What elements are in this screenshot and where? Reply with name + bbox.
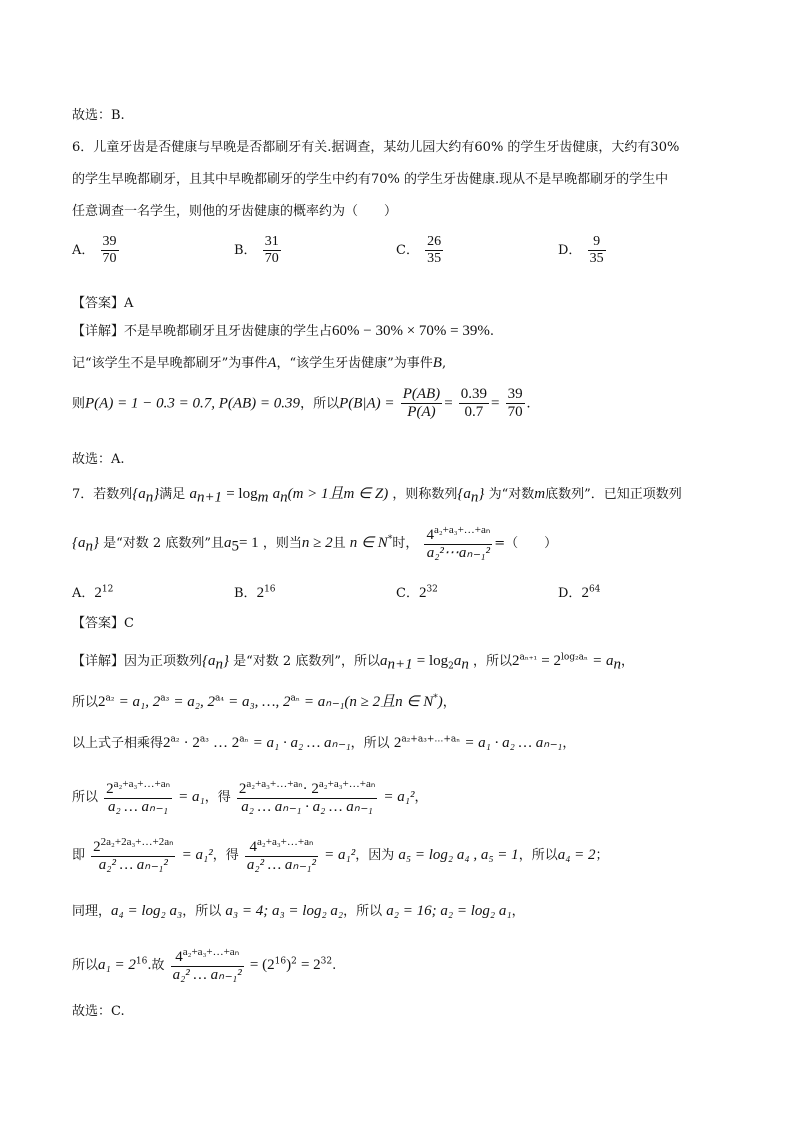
fraction: $\frac{31}{70}$ bbox=[264, 234, 279, 267]
q6-answer: 【答案】A bbox=[72, 296, 134, 311]
q7-stem-line2: $\{a_n\}$ 是“对数 2 底数列”且$a_5= 1$ ，则当n ≥ 2且 n ∈ N*时， $\frac{4^{a_2+a_3+\dots+a_n}}{\text{a₂²⋯aₙ₋₁²}}$ =（ ） bbox=[72, 524, 558, 562]
q7-option-c: C．$2^{32}$ bbox=[396, 584, 438, 601]
fraction: $\frac{P(AB)}{P(A)}$ bbox=[402, 386, 441, 421]
fraction: $\frac{4^{a_2+a_3+\dots+a_n}}{\text{a₂² … aₙ₋₁²}}$ bbox=[172, 946, 242, 984]
q6-detail-line2: 记“该学生不是早晚都刷牙”为事件A，“该学生牙齿健康”为事件B, bbox=[72, 355, 447, 371]
fraction: $\frac{0.39}{0.7}$ bbox=[460, 386, 488, 421]
q7-detail-line4: 所以 $\frac{2^{a_2+a_3+\dots+a_n}}{\text{a₂ … aₙ₋₁}}$ = a₁，得 $\frac{2^{a_2+a_3+\dots+a_n}\cdot 2^{a_2+a_3+\dots+a_n}}{\text{a₂ … aₙ₋₁ · a₂ … aₙ₋₁}}$ = a₁²， bbox=[72, 778, 428, 816]
fraction: $\frac{4^{a_2+a_3+\dots+a_n}}{\text{a₂²⋯aₙ₋₁²}}$ bbox=[426, 524, 491, 562]
fraction: $\frac{39}{70}$ bbox=[507, 386, 523, 421]
q7-answer: 【答案】C bbox=[72, 616, 134, 631]
q7-detail-line1: 【详解】因为正项数列$\{a_n\}$ 是“对数 2 底数列”，所以$a_{n+1} = \log_2a_n$ ，所以$2^{a_{n+1}} = 2^{log_2a_n} = a_n$， bbox=[72, 652, 634, 673]
q7-detail-line6: 同理，a₄ = log₂ a₃，所以 a₃ = 4; a₃ = log₂ a₂，所以 a₂ = 16; a₂ = log₂ a₁， bbox=[72, 903, 525, 919]
q6-option-a: A． $\frac{39}{70}$ bbox=[72, 234, 117, 267]
q7-detail-line3: 以上式子相乘得$2^{a_2} \cdot 2^{a_3}$ … $2^{a_n} = a_1 \cdot a_2$ … aₙ₋₁，所以 $2^{a_2+a_3+\dots+a_n} = a_1 \cdot a_2$ … aₙ₋₁， bbox=[72, 734, 576, 751]
q6-option-b: B． $\frac{31}{70}$ bbox=[234, 234, 279, 267]
q6-detail-line3: 则P(A) = 1 − 0.3 = 0.7, P(AB) = 0.39，所以P(B|A) = $\frac{P(AB)}{P(A)}$ = $\frac{0.39}{0.7}$ = $\frac{39}{70}$ . bbox=[72, 386, 531, 421]
q6-stem-line2: 的学生早晚都刷牙，且其中早晚都刷牙的学生中约有70% 的学生牙齿健康.现从不是早晚都刷牙的学生中 bbox=[72, 172, 669, 187]
q6-conclusion: 故选：A. bbox=[72, 452, 125, 467]
fraction: $\frac{26}{35}$ bbox=[427, 234, 442, 267]
fraction: $\frac{2^{a_2+a_3+\dots+a_n}}{\text{a₂ … aₙ₋₁}}$ bbox=[106, 778, 170, 816]
q7-detail-line5: 即 $\frac{2^{2a_2+2a_3+\dots+2a_n}}{\text{a₂² … aₙ₋₁²}}$ = a₁²，得 $\frac{4^{a_2+a_3+\dots+a_n}}{\text{a₂² … aₙ₋₁²}}$ = a₁²，因为 a₅ = log₂ a₄ , a₅ = 1，所以a₄ = 2； bbox=[72, 836, 609, 874]
fraction: $\frac{2^{a_2+a_3+\dots+a_n}\cdot 2^{a_2+a_3+\dots+a_n}}{\text{a₂ … aₙ₋₁ · a₂ … aₙ₋₁}}$ bbox=[238, 778, 376, 816]
prev-answer-line: 故选：B. bbox=[72, 108, 125, 123]
q7-option-d: D．$2^{64}$ bbox=[558, 584, 601, 601]
q7-detail-line7: 所以$a_1 = 2^{16}$.故 $\frac{4^{a_2+a_3+\dots+a_n}}{\text{a₂² … aₙ₋₁²}}$ = $(2^{16})^2 = 2^{32}$. bbox=[72, 946, 337, 984]
q7-conclusion: 故选：C. bbox=[72, 1004, 125, 1019]
q6-detail-line1: 【详解】不是早晚都刷牙且牙齿健康的学生占60% − 30% × 70% = 39%. bbox=[72, 323, 495, 339]
q6-stem-line1: 6．儿童牙齿是否健康与早晚是否都刷牙有关.据调查，某幼儿园大约有60% 的学生牙齿健康，大约有30% bbox=[72, 140, 680, 155]
q6-option-d: D． $\frac{9}{35}$ bbox=[558, 234, 604, 267]
q7-option-a: A．$2^{12}$ bbox=[72, 584, 114, 601]
q7-option-b: B．$2^{16}$ bbox=[234, 584, 276, 601]
fraction: $\frac{9}{35}$ bbox=[589, 234, 604, 267]
fraction: $\frac{39}{70}$ bbox=[102, 234, 117, 267]
q6-stem-line3: 任意调查一名学生，则他的牙齿健康的概率约为（ ） bbox=[72, 204, 398, 219]
fraction: $\frac{4^{a_2+a_3+\dots+a_n}}{\text{a₂² … aₙ₋₁²}}$ bbox=[246, 836, 317, 874]
fraction: $\frac{2^{2a_2+2a_3+\dots+2a_n}}{\text{a₂² … aₙ₋₁²}}$ bbox=[93, 836, 174, 874]
q6-option-c: C． $\frac{26}{35}$ bbox=[396, 234, 442, 267]
q7-detail-line2: 所以$2^{a_2} = a_1$, $2^{a_3} = a_2$, $2^{a_4} = a_3$, …, $2^{a_n} = a_{n-1}(n \ge 2$且n ∈ N*)， bbox=[72, 693, 456, 710]
q7-stem-line1: 7．若数列$\{a_n\}$满足 $a_{n+1} = \log_m a_n(m > 1$且m ∈ Z) ，则称数列$\{a_n\}$ 为“对数m底数列”．已知正项数列 bbox=[72, 486, 682, 506]
